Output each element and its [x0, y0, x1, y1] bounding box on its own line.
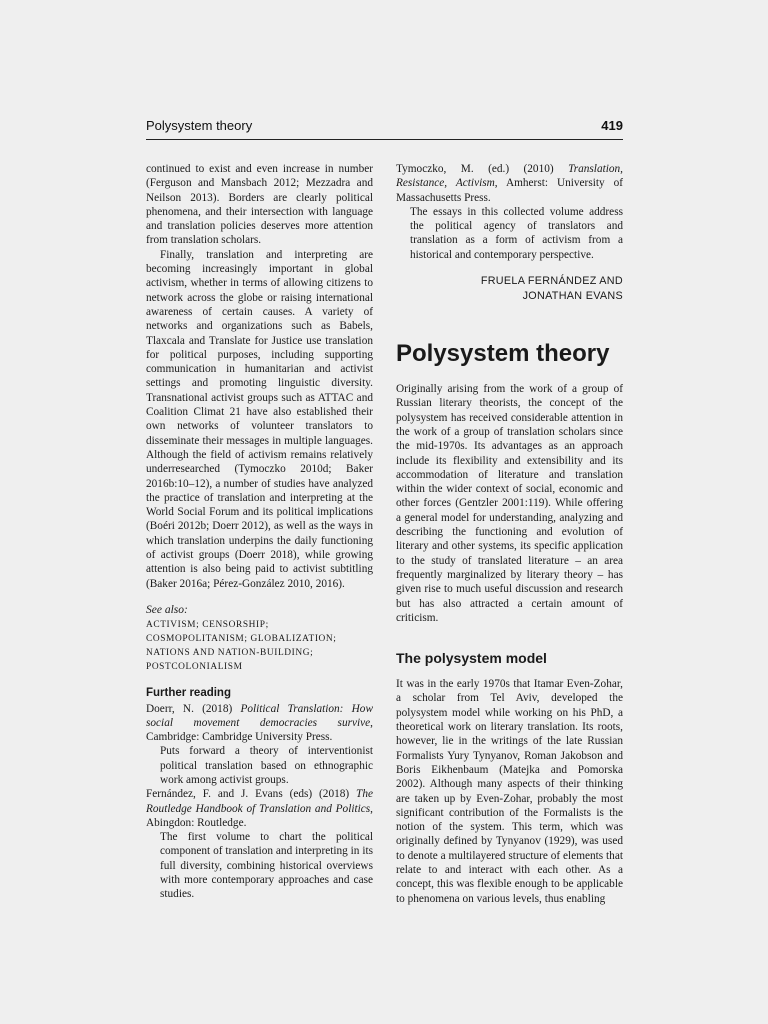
ref-author: Tymoczko, M. (ed.) (2010): [396, 163, 569, 175]
reference-entry: [146, 787, 373, 830]
reference-entry: [146, 702, 373, 745]
ref-publisher: , Cambridge: Cambridge University Press.: [146, 716, 373, 744]
ref-author: Doerr, N. (2018): [146, 702, 241, 715]
entry-title: Polysystem theory: [396, 340, 610, 368]
ref-publisher: , Abingdon: Routledge.: [146, 802, 373, 829]
spacer: [146, 591, 373, 603]
reference-entry: [396, 162, 623, 205]
author-signature: [396, 274, 623, 304]
body-paragraph: Originally arising from the work of a group of Russian literary theorists, the concept of the polysystem has received considerable attention in the work of a group of translation scholars since the mid-1970s. Its advantages as an approach include its flexibility and extensibility and its accommodation of literature and translation within the wider context of social, economic and other forces (Gentzler 2001:119). While offering a general model for understanding, analyzing and describing the functioning and evolution of literary and other systems, its specific application to the study of translated literature – an area frequently marginalized by literary theory – has given rise to much useful discussion and research but has also attracted a certain amount of criticism.: [396, 383, 623, 624]
author-line: FRUELA FERNÁNDEZ AND: [480, 275, 623, 288]
ref-title: Political Translation: How social movement democracies survive: [146, 702, 373, 729]
reference-annotation: The essays in this collected volume address the political agency of translators and translation as a form of activism from a historical and contemporary perspective.: [410, 205, 623, 261]
running-title: Polysystem theory: [146, 118, 253, 133]
ref-title: The Routledge Handbook of Translation and Politics: [146, 788, 373, 815]
body-paragraph: It was in the early 1970s that Itamar Even-Zohar, a scholar from Tel Aviv, developed the polysystem model while working on his PhD, a theoretical work on literary translation. Its roots, however, lie in the writings of the late Russian Formalists Yury Tynyanov, Roman Jakobson and Boris Eikhenbaum (Matejka and Pomorska 2002). Although many aspects of their thinking are taken up by Even-Zohar, probably the most significant contribution of the Formalists is the notion of the system. This term, which was originally defined by Tynyanov (1929), was used to denote a multilayered structure of elements that relate to and interact with each other. As a concept, this was flexible enough to be applicable to phenomena on various levels, thus enabling: [396, 678, 623, 905]
body-paragraph: continued to exist and even increase in number (Ferguson and Mansbach 2012; Mezzadra and Neilson 2013). Borders are clearly political phenomena, and their intersection with language and translation policies deserves more attention from translation scholars.: [146, 163, 373, 247]
header-rule: [146, 139, 623, 140]
ref-title: Translation, Resistance, Activism: [396, 163, 623, 190]
author-line: JONATHAN EVANS: [522, 290, 623, 303]
section-title: The polysystem model: [396, 650, 547, 667]
page-number: 419: [601, 118, 623, 133]
further-reading-heading: Further reading: [146, 687, 231, 700]
ref-author: Fernández, F. and J. Evans (eds) (2018): [146, 788, 357, 801]
see-also-label: See also:: [146, 603, 188, 616]
ref-publisher: , Amherst: University of Massachusetts Press.: [396, 177, 624, 204]
left-column: [146, 162, 373, 902]
see-also-list: ACTIVISM; CENSORSHIP; COSMOPOLITANISM; GLOBALIZATION; NATIONS AND NATION-BUILDING; POSTCOLONIALISM: [146, 620, 337, 673]
right-column: [396, 162, 623, 906]
body-paragraph: Finally, translation and interpreting are becoming increasingly important in global activism, whether in terms of allowing citizens to network across the globe or raising international awareness of certain causes. A variety of networks and organizations such as Babels, Tlaxcala and Translate for Justice use translation for political purposes, including supporting communication in humanitarian and activist settings and promoting linguistic diversity. Transnational activist groups such as ATTAC and Coalition Climat 21 have also established their own networks of volunteer translators to disseminate their messages in multiple languages. Although the field of activism remains relatively underresearched (Tymoczko 2010d; Baker 2016b:10–12), a number of studies have analyzed the practice of translation and interpreting at the World Social Forum and its political implications (Boéri 2012b; Doerr 2012), as well as the ways in which translation underpins the daily functioning of activist groups (Doerr 2018), while growing attention is also being paid to activist subtitling (Baker 2016a; Pérez-González 2010, 2016).: [146, 248, 373, 590]
reference-annotation: The first volume to chart the political component of translation and interpreting in its full diversity, combining historical overviews with more contemporary approaches and case studies.: [160, 831, 373, 901]
spacer: [146, 674, 373, 686]
reference-annotation: Puts forward a theory of interventionist political translation based on ethnographic work among activist groups.: [160, 745, 373, 786]
